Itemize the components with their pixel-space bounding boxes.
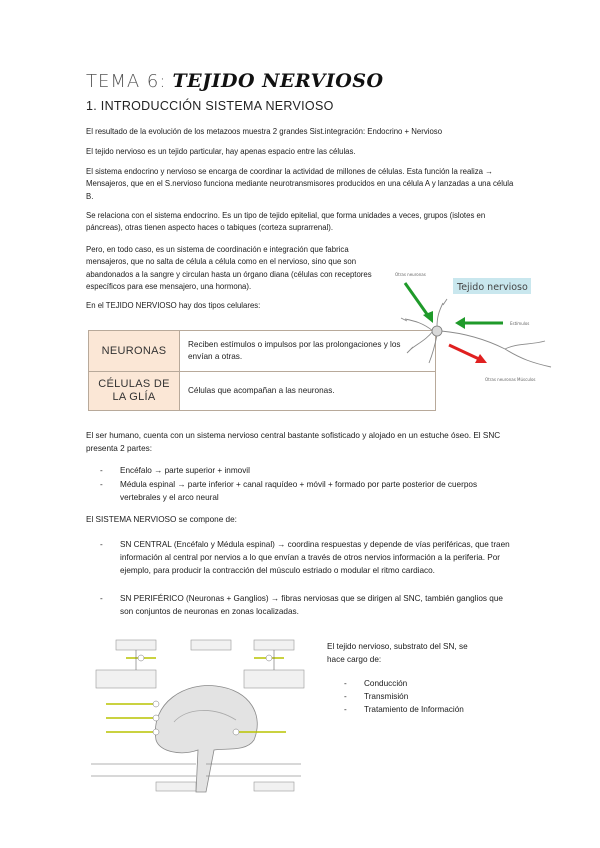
paragraph-tejido: El tejido nervioso es un tejido particular, hay apenas espacio entre las células.	[86, 147, 356, 156]
side-item-transmision: Transmisión	[364, 692, 409, 701]
table-row	[89, 372, 436, 411]
side-item-conduccion: Conducción	[364, 679, 408, 688]
nervous-system-diagram	[86, 632, 311, 804]
list-item: - Tratamiento de Información	[344, 704, 514, 717]
title-prefix: TEMA 6:	[86, 71, 167, 92]
list-item: - Transmisión	[344, 691, 514, 704]
label-top: Otras neuronas	[395, 272, 426, 277]
neuron-soma	[432, 326, 442, 336]
snc-part-encefalo: Encéfalo → parte superior + inmovil	[120, 466, 250, 475]
paragraph-tipos-celulares: En el TEJIDO NERVIOSO hay dos tipos celulares:	[86, 301, 261, 310]
paragraph-metazoos: El resultado de la evolución de los metazoos muestra 2 grandes Sist.integración: Endocrino + Nervioso	[86, 127, 443, 136]
paragraph-coordinacion: Pero, en todo caso, es un sistema de coordinación e integración que fabrica mensajeros, que no salta de célula a célula como en el nervioso, sino que son abandonados a la sangre y circulan hasta un órgano diana (células con receptores específicos para ese mensajero, una hormona).	[86, 245, 372, 292]
cell-type-label: NEURONAS	[89, 331, 180, 372]
neuron-diagram	[393, 263, 558, 388]
snc-part-medula: Médula espinal → parte inferior + canal raquídeo + móvil + formado por parte posterior de cuerpos vertebrales y el arco neural	[120, 480, 478, 502]
page-title	[86, 70, 384, 93]
cell-type-description: Reciben estímulos o impulsos por las prolongaciones y los envían a otras.	[180, 331, 436, 372]
label-right: Estímulos	[510, 321, 530, 326]
list-item: - SN CENTRAL (Encéfalo y Médula espinal) → coordina respuestas y depende de vías periféricas, que traen información al central por nervios a lo que envían a través de otros nervios información a la periferia. Por ejemplo, para producir la contracción del músculo estriado o modular el ritmo cardiaco.	[100, 540, 510, 575]
side-note-intro: El tejido nervioso, substrato del SN, se hace cargo de:	[327, 642, 468, 664]
sn-intro: El SISTEMA NERVIOSO se compone de:	[86, 515, 237, 524]
side-item-tratamiento: Tratamiento de Información	[364, 705, 464, 714]
list-item: - Médula espinal → parte inferior + canal raquídeo + móvil + formado por parte posterior de cuerpos vertebrales y el arco neural	[100, 478, 520, 506]
sn-periferico: SN PERIFÉRICO (Neuronas + Ganglios) → fibras nerviosas que se dirigen al SNC, también ganglios que son conjuntos de neuronas en zonas localizadas.	[120, 594, 503, 616]
sn-central: SN CENTRAL (Encéfalo y Médula espinal) → coordina respuestas y depende de vías periféricas, que traen información al central por nervios a lo que envían a través de otros nervios información a la periferia. Por ejemplo, para producir la contracción del músculo estriado o modular el ritmo cardiaco.	[120, 540, 510, 575]
paragraph-endocrino: El sistema endocrino y nervioso se encarga de coordinar la actividad de millones de células. Esta función la realiza → Mensajeros, que en el S.nervioso funciona mediante neurotransmisores producidos en una célula A y lanzadas a una célula B.	[86, 167, 514, 201]
cell-type-label: CÉLULAS DE LA GLÍA	[89, 372, 180, 411]
cell-types-table	[88, 330, 436, 411]
table-row	[89, 331, 436, 372]
list-item: - Conducción	[344, 678, 514, 691]
snc-intro: El ser humano, cuenta con un sistema nervioso central bastante sofisticado y alojado en un estuche óseo. El SNC presenta 2 partes:	[86, 431, 501, 453]
green-arrow-top	[405, 283, 433, 323]
title-main: TEJIDO NERVIOSO	[172, 70, 384, 92]
cell-type-description: Células que acompañan a las neuronas.	[180, 372, 436, 411]
section-heading: 1. INTRODUCCIÓN SISTEMA NERVIOSO	[86, 99, 334, 113]
label-bottom: Otras neuronas Músculos	[485, 377, 536, 382]
figure-caption: Tejido nervioso	[457, 282, 528, 293]
green-arrow-right	[455, 317, 503, 329]
list-item: - Encéfalo → parte superior + inmovil	[100, 464, 520, 478]
list-item: - SN PERIFÉRICO (Neuronas + Ganglios) → fibras nerviosas que se dirigen al SNC, también ganglios que son conjuntos de neuronas en zonas localizadas.	[100, 592, 520, 620]
red-arrow	[449, 345, 487, 363]
paragraph-epitelial: Se relaciona con el sistema endocrino. Es un tipo de tejido epitelial, que forma unidades a veces, grupos (islotes en páncreas), otras tienen aspecto haces o tabiques (corteza suprarrenal).	[86, 211, 486, 233]
